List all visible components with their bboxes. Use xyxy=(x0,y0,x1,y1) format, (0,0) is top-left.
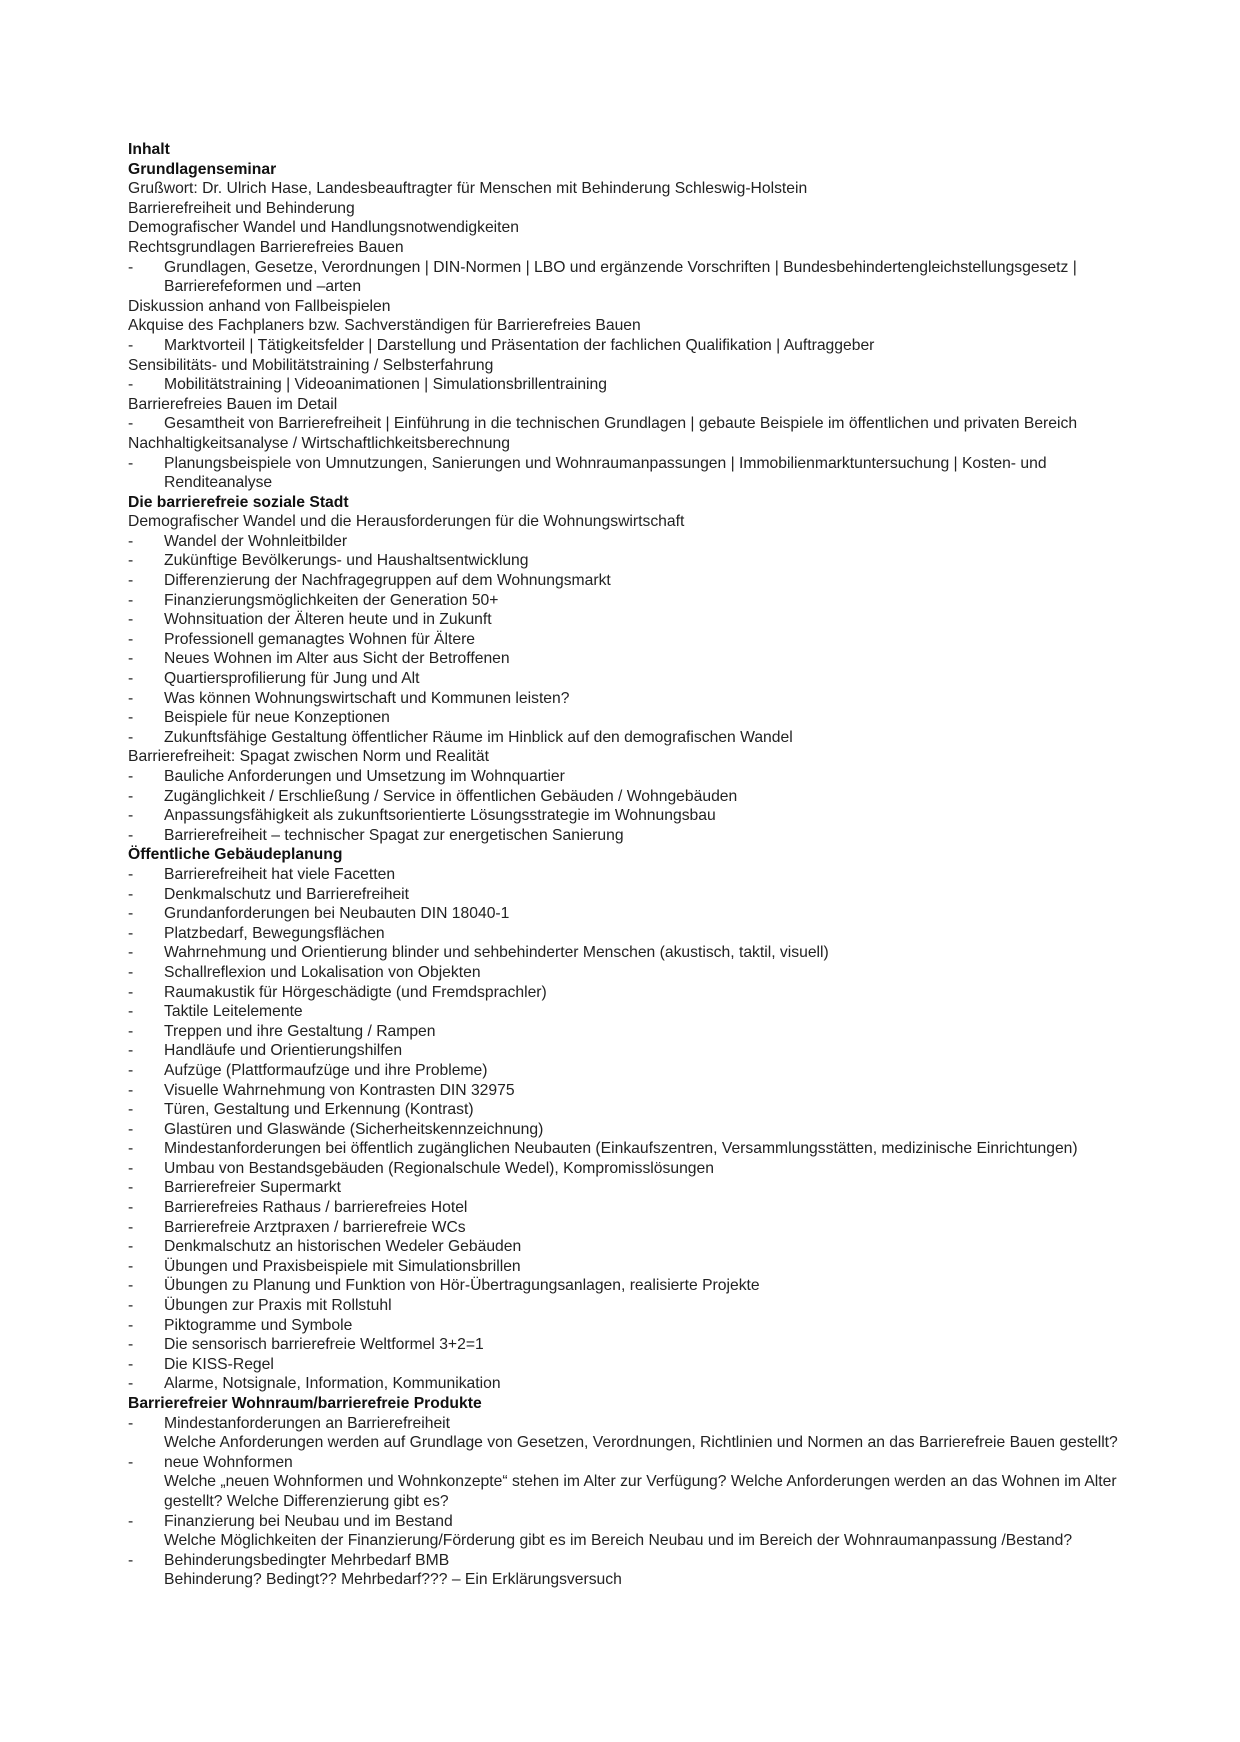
list-item-text: Grundlagen, Gesetze, Verordnungen | DIN-Normen | LBO und ergänzende Vorschriften | Bundesbehindertengleichstellungsgesetz | Barrierefeformen und –arten xyxy=(164,258,1077,296)
list-item xyxy=(128,924,1148,944)
list-item xyxy=(128,532,1148,552)
document-page xyxy=(128,140,1148,1590)
list-item xyxy=(128,1237,1148,1257)
dash-bullet: - xyxy=(128,963,134,981)
dash-bullet: - xyxy=(128,885,134,903)
list-item-text: Glastüren und Glaswände (Sicherheitskennzeichnung) xyxy=(164,1120,544,1138)
list-item xyxy=(128,591,1148,611)
dash-bullet: - xyxy=(128,1336,134,1354)
list-item xyxy=(128,1061,1148,1081)
list-item xyxy=(128,1296,1148,1316)
dash-bullet: - xyxy=(128,1120,134,1138)
list-item-text: Handläufe und Orientierungshilfen xyxy=(164,1042,403,1060)
list-item xyxy=(128,1374,1148,1394)
subheading: Rechtsgrundlagen Barrierefreies Bauen xyxy=(128,238,404,256)
list-item xyxy=(128,1355,1148,1375)
list-item xyxy=(128,1551,1148,1571)
list-item xyxy=(128,258,1148,297)
dash-bullet: - xyxy=(128,865,134,883)
list-item-text: Finanzierungsmöglichkeiten der Generation 50+ xyxy=(164,591,499,609)
list-item-text: Türen, Gestaltung und Erkennung (Kontrast) xyxy=(164,1101,474,1119)
subheading: Barrierefreiheit und Behinderung xyxy=(128,199,355,217)
dash-bullet: - xyxy=(128,258,134,276)
dash-bullet: - xyxy=(128,611,134,629)
list-item-text: Mindestanforderungen bei öffentlich zugänglichen Neubauten (Einkaufszentren, Versammlungsstätten, medizinische Einrichtungen) xyxy=(164,1140,1078,1158)
list-item-text: Übungen zur Praxis mit Rollstuhl xyxy=(164,1297,392,1315)
list-item-text: Schallreflexion und Lokalisation von Objekten xyxy=(164,963,481,981)
dash-bullet: - xyxy=(128,1277,134,1295)
list-item xyxy=(128,865,1148,885)
dash-bullet: - xyxy=(128,1551,134,1569)
list-item-text: Barrierefreier Supermarkt xyxy=(164,1179,341,1197)
dash-bullet: - xyxy=(128,826,134,844)
list-item xyxy=(128,689,1148,709)
list-item-text: Alarme, Notsignale, Information, Kommunikation xyxy=(164,1375,501,1393)
dash-bullet: - xyxy=(128,1179,134,1197)
list-item-text: Wahrnehmung und Orientierung blinder und sehbehinderter Menschen (akustisch, taktil, visuell) xyxy=(164,944,829,962)
list-item xyxy=(128,708,1148,728)
list-item xyxy=(128,551,1148,571)
list-item-text: neue Wohnformen xyxy=(164,1453,293,1471)
list-item xyxy=(128,454,1148,493)
list-item-description: Welche Anforderungen werden auf Grundlage von Gesetzen, Verordnungen, Richtlinien und Normen an das Barrierefreie Bauen gestellt? xyxy=(164,1434,1118,1452)
dash-bullet: - xyxy=(128,532,134,550)
list-item xyxy=(128,1276,1148,1296)
list-item-text: Zukünftige Bevölkerungs- und Haushaltsentwicklung xyxy=(164,552,529,570)
list-item xyxy=(128,414,1148,434)
list-item xyxy=(128,1512,1148,1532)
list-item-text: Planungsbeispiele von Umnutzungen, Sanierungen und Wohnraumanpassungen | Immobilienmarktuntersuchung | Kosten- und Renditeanalyse xyxy=(164,454,1047,492)
list-item xyxy=(128,1002,1148,1022)
dash-bullet: - xyxy=(128,768,134,785)
dash-bullet: - xyxy=(128,1355,134,1373)
dash-bullet: - xyxy=(128,1257,134,1275)
list-item-text: Raumakustik für Hörgeschädigte (und Fremdsprachler) xyxy=(164,983,547,1001)
dash-bullet: - xyxy=(128,807,134,825)
dash-bullet: - xyxy=(128,454,134,472)
subheading: Barrierefreies Bauen im Detail xyxy=(128,395,338,413)
list-item xyxy=(128,943,1148,963)
list-item-text: Grundanforderungen bei Neubauten DIN 18040-1 xyxy=(164,905,510,923)
list-item-text: Denkmalschutz und Barrierefreiheit xyxy=(164,885,410,903)
dash-bullet: - xyxy=(128,1453,134,1471)
dash-bullet: - xyxy=(128,670,134,688)
section-heading-wohnraum: Barrierefreier Wohnraum/barrierefreie Produkte xyxy=(128,1395,482,1412)
list-item xyxy=(128,1178,1148,1198)
dash-bullet: - xyxy=(128,1316,134,1334)
list-item xyxy=(128,728,1148,748)
list-item-text: Barrierefreiheit hat viele Facetten xyxy=(164,865,396,883)
dash-bullet: - xyxy=(128,572,134,590)
list-item xyxy=(128,336,1148,356)
list-item-text: Piktogramme und Symbole xyxy=(164,1316,353,1334)
list-item-text: Quartiersprofilierung für Jung und Alt xyxy=(164,670,420,688)
list-item-text: Übungen zu Planung und Funktion von Hör-Übertragungsanlagen, realisierte Projekte xyxy=(164,1277,760,1295)
list-item-text: Umbau von Bestandsgebäuden (Regionalschule Wedel), Kompromisslösungen xyxy=(164,1159,714,1177)
list-item xyxy=(128,787,1148,807)
list-item xyxy=(128,826,1148,846)
dash-bullet: - xyxy=(128,1414,134,1432)
list-item xyxy=(128,1081,1148,1101)
dash-bullet: - xyxy=(128,1022,134,1040)
list-item xyxy=(128,1198,1148,1218)
list-item-text: Denkmalschutz an historischen Wedeler Gebäuden xyxy=(164,1238,522,1256)
list-item xyxy=(128,1257,1148,1277)
list-item-text: Taktile Leitelemente xyxy=(164,1003,303,1021)
dash-bullet: - xyxy=(128,415,134,433)
dash-bullet: - xyxy=(128,630,134,648)
dash-bullet: - xyxy=(128,376,134,394)
list-item-text: Zugänglichkeit / Erschließung / Service in öffentlichen Gebäuden / Wohngebäuden xyxy=(164,787,738,805)
list-item-text: Die KISS-Regel xyxy=(164,1355,274,1373)
dash-bullet: - xyxy=(128,787,134,805)
subheading: Demografischer Wandel und Handlungsnotwendigkeiten xyxy=(128,219,519,237)
list-item-text: Bauliche Anforderungen und Umsetzung im Wohnquartier xyxy=(164,768,565,785)
section-heading-soziale-stadt: Die barrierefreie soziale Stadt xyxy=(128,493,349,511)
list-item xyxy=(128,1022,1148,1042)
list-item xyxy=(128,1414,1148,1434)
list-item xyxy=(128,885,1148,905)
list-item-text: Barrierefreies Rathaus / barrierefreies Hotel xyxy=(164,1199,468,1217)
list-item xyxy=(128,1139,1148,1159)
dash-bullet: - xyxy=(128,689,134,707)
dash-bullet: - xyxy=(128,1081,134,1099)
list-item-description: Welche „neuen Wohnformen und Wohnkonzepte“ stehen im Alter zur Verfügung? Welche Anforderungen werden an das Wohnen im Alter gestellt? Welche Differenzierung gibt es? xyxy=(164,1473,1117,1510)
list-item xyxy=(128,1100,1148,1120)
list-item-text: Die sensorisch barrierefreie Weltformel 3+2=1 xyxy=(164,1336,484,1354)
list-item-text: Mobilitätstraining | Videoanimationen | Simulationsbrillentraining xyxy=(164,376,607,394)
dash-bullet: - xyxy=(128,336,134,354)
list-item-text: Zukunftsfähige Gestaltung öffentlicher Räume im Hinblick auf den demografischen Wandel xyxy=(164,728,793,746)
list-item xyxy=(128,649,1148,669)
list-item-text: Professionell gemanagtes Wohnen für Ältere xyxy=(164,630,476,648)
dash-bullet: - xyxy=(128,1512,134,1530)
list-item-text: Aufzüge (Plattformaufzüge und ihre Probleme) xyxy=(164,1061,488,1079)
dash-bullet: - xyxy=(128,1140,134,1158)
list-item xyxy=(128,1335,1148,1355)
dash-bullet: - xyxy=(128,709,134,727)
subheading: Nachhaltigkeitsanalyse / Wirtschaftlichkeitsberechnung xyxy=(128,434,510,452)
section-heading-gebaeudeplanung: Öffentliche Gebäudeplanung xyxy=(128,846,343,864)
list-item-text: Platzbedarf, Bewegungsflächen xyxy=(164,924,385,942)
list-item xyxy=(128,1041,1148,1061)
list-item-text: Behinderungsbedingter Mehrbedarf BMB xyxy=(164,1551,450,1569)
list-item xyxy=(128,1316,1148,1336)
list-item-text: Finanzierung bei Neubau und im Bestand xyxy=(164,1512,453,1530)
list-item-text: Übungen und Praxisbeispiele mit Simulationsbrillen xyxy=(164,1257,521,1275)
list-item xyxy=(128,630,1148,650)
dash-bullet: - xyxy=(128,983,134,1001)
dash-bullet: - xyxy=(128,591,134,609)
list-item-text: Anpassungsfähigkeit als zukunftsorientierte Lösungsstrategie im Wohnungsbau xyxy=(164,807,716,825)
dash-bullet: - xyxy=(128,1003,134,1021)
subheading: Barrierefreiheit: Spagat zwischen Norm und Realität xyxy=(128,748,489,766)
dash-bullet: - xyxy=(128,1042,134,1060)
dash-bullet: - xyxy=(128,552,134,570)
dash-bullet: - xyxy=(128,1297,134,1315)
list-item xyxy=(128,963,1148,983)
list-item-text: Neues Wohnen im Alter aus Sicht der Betroffenen xyxy=(164,650,510,668)
list-item xyxy=(128,806,1148,826)
subheading: Demografischer Wandel und die Herausforderungen für die Wohnungswirtschaft xyxy=(128,513,685,531)
list-item-description: Behinderung? Bedingt?? Mehrbedarf??? – Ein Erklärungsversuch xyxy=(164,1571,622,1589)
list-item xyxy=(128,1120,1148,1140)
list-item-description: Welche Möglichkeiten der Finanzierung/Förderung gibt es im Bereich Neubau und im Bereich der Wohnraumanpassung /Bestand? xyxy=(164,1532,1073,1550)
list-item-text: Wohnsituation der Älteren heute und in Zukunft xyxy=(164,611,492,629)
list-item xyxy=(128,610,1148,630)
dash-bullet: - xyxy=(128,905,134,923)
list-item xyxy=(128,983,1148,1003)
list-item xyxy=(128,767,1148,787)
list-item xyxy=(128,1453,1148,1473)
list-item-text: Visuelle Wahrnehmung von Kontrasten DIN 32975 xyxy=(164,1081,515,1099)
list-item xyxy=(128,904,1148,924)
list-item-text: Barrierefreie Arztpraxen / barrierefreie WCs xyxy=(164,1218,466,1236)
subheading: Grußwort: Dr. Ulrich Hase, Landesbeauftragter für Menschen mit Behinderung Schleswig-Holstein xyxy=(128,180,808,198)
list-item-text: Gesamtheit von Barrierefreiheit | Einführung in die technischen Grundlagen | gebaute Beispiele im öffentlichen und privaten Bereich xyxy=(164,415,1078,433)
list-item-text: Was können Wohnungswirtschaft und Kommunen leisten? xyxy=(164,689,570,707)
list-item xyxy=(128,1218,1148,1238)
dash-bullet: - xyxy=(128,924,134,942)
list-item-text: Treppen und ihre Gestaltung / Rampen xyxy=(164,1022,436,1040)
subheading: Sensibilitäts- und Mobilitätstraining / Selbsterfahrung xyxy=(128,356,494,374)
dash-bullet: - xyxy=(128,1238,134,1256)
dash-bullet: - xyxy=(128,1375,134,1393)
dash-bullet: - xyxy=(128,1159,134,1177)
subheading: Akquise des Fachplaners bzw. Sachverständigen für Barrierefreies Bauen xyxy=(128,317,641,335)
list-item-text: Barrierefreiheit – technischer Spagat zur energetischen Sanierung xyxy=(164,826,624,844)
list-item-text: Mindestanforderungen an Barrierefreiheit xyxy=(164,1414,451,1432)
list-item-text: Differenzierung der Nachfragegruppen auf dem Wohnungsmarkt xyxy=(164,572,611,590)
document-title: Inhalt xyxy=(128,141,170,158)
list-item-text: Beispiele für neue Konzeptionen xyxy=(164,709,390,727)
list-item xyxy=(128,375,1148,395)
dash-bullet: - xyxy=(128,944,134,962)
dash-bullet: - xyxy=(128,1061,134,1079)
subheading: Diskussion anhand von Fallbeispielen xyxy=(128,297,391,315)
list-item-text: Marktvorteil | Tätigkeitsfelder | Darstellung und Präsentation der fachlichen Qualifikation | Auftraggeber xyxy=(164,336,875,354)
section-heading-grundlagenseminar: Grundlagenseminar xyxy=(128,160,277,178)
dash-bullet: - xyxy=(128,1101,134,1119)
dash-bullet: - xyxy=(128,1199,134,1217)
list-item xyxy=(128,571,1148,591)
list-item xyxy=(128,1159,1148,1179)
dash-bullet: - xyxy=(128,728,134,746)
list-item-text: Wandel der Wohnleitbilder xyxy=(164,532,348,550)
list-item xyxy=(128,669,1148,689)
dash-bullet: - xyxy=(128,1218,134,1236)
dash-bullet: - xyxy=(128,650,134,668)
